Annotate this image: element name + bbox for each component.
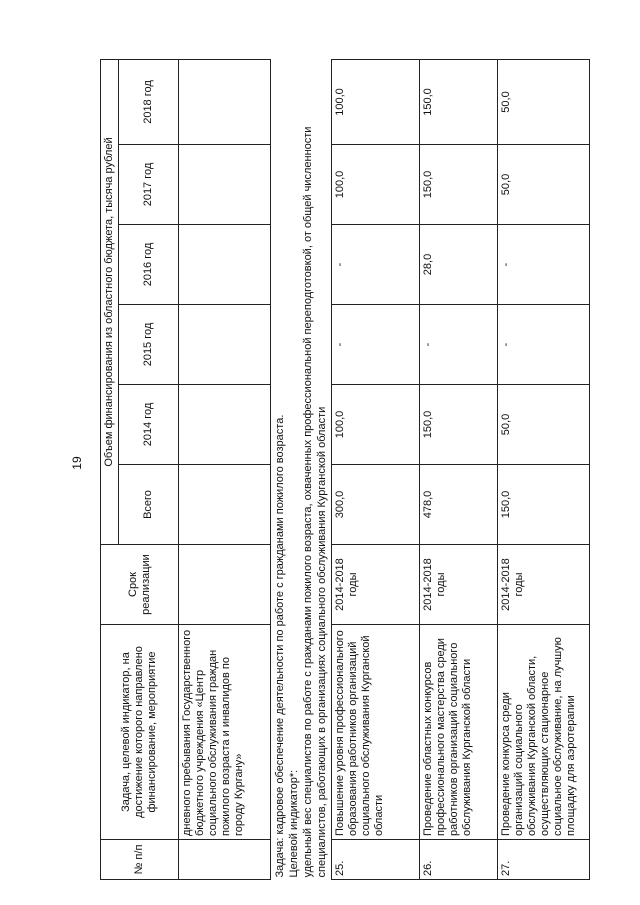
continuation-num: [179, 840, 271, 880]
row-2017: 50,0: [498, 145, 590, 225]
header-year-2014: 2014 год: [119, 385, 179, 465]
row-total: 478,0: [420, 465, 498, 545]
task-line-2: Целевой индикатор*:: [288, 769, 300, 878]
row-2014: 100,0: [332, 385, 420, 465]
row-2016: -: [332, 225, 420, 305]
task-block: [271, 59, 332, 879]
row-period: 2014-2018 годы: [332, 545, 420, 625]
continuation-row: [179, 59, 271, 879]
row-period: 2014-2018 годы: [498, 545, 590, 625]
row-num: 26.: [420, 840, 498, 880]
row-2018: 50,0: [498, 59, 590, 144]
row-2016: 28,0: [420, 225, 498, 305]
continuation-text: дневного пребывания Государственного бюджетного учреждения «Центр социального обслуживания граждан пожилого возраста и инвалидов по городу Кургану»: [179, 625, 271, 840]
row-num: 25.: [332, 840, 420, 880]
task-line-1: Задача: кадровое обеспечение деятельности по работе с гражданами пожилого возраста.: [274, 414, 286, 878]
row-2015: -: [332, 305, 420, 385]
page-number: 19: [70, 456, 84, 470]
table-row: [332, 59, 420, 879]
row-2015: -: [420, 305, 498, 385]
header-year-2018: 2018 год: [119, 59, 179, 144]
row-2014: 50,0: [498, 385, 590, 465]
row-2014: 150,0: [420, 385, 498, 465]
header-year-2017: 2017 год: [119, 145, 179, 225]
row-2017: 100,0: [332, 145, 420, 225]
row-name: Проведение конкурса среди организаций социального обслуживания Курганской области, осуществляющих стационарное социальное обслуживание, на лучшую площадку для аэротерапии: [498, 625, 590, 840]
header-funding: Объем финансирования из областного бюджета, тысяча рублей: [101, 59, 119, 544]
row-total: 150,0: [498, 465, 590, 545]
row-2018: 100,0: [332, 59, 420, 144]
header-task: Задача, целевой индикатор, на достижение которого направлено финансирование, мероприятие: [101, 625, 179, 840]
row-name: Проведение областных конкурсов профессионального мастерства среди работников организаций социального обслуживания Курганской области: [420, 625, 498, 840]
row-period: 2014-2018 годы: [420, 545, 498, 625]
header-total: Всего: [119, 465, 179, 545]
table-row: [498, 59, 590, 879]
row-total: 300,0: [332, 465, 420, 545]
header-row-1: [101, 59, 119, 879]
rotated-table-sheet: [100, 60, 640, 880]
task-row: [271, 59, 332, 879]
row-2017: 150,0: [420, 145, 498, 225]
row-2018: 150,0: [420, 59, 498, 144]
header-num: № п/п: [101, 840, 179, 880]
funding-table: [100, 59, 590, 880]
table-row: [420, 59, 498, 879]
row-num: 27.: [498, 840, 590, 880]
header-year-2015: 2015 год: [119, 305, 179, 385]
row-2016: -: [498, 225, 590, 305]
header-period: Срок реализации: [101, 545, 179, 625]
task-line-3: удельный вес специалистов по работе с гражданами пожилого возраста, охваченных профессиональной переподготовкой, от общей численности специалистов, работающих в организациях социального обслуживания Курганской области: [302, 126, 328, 878]
header-year-2016: 2016 год: [119, 225, 179, 305]
row-2015: -: [498, 305, 590, 385]
row-name: Повышение уровня профессионального образования работников организаций социального обслуживания Курганской области: [332, 625, 420, 840]
